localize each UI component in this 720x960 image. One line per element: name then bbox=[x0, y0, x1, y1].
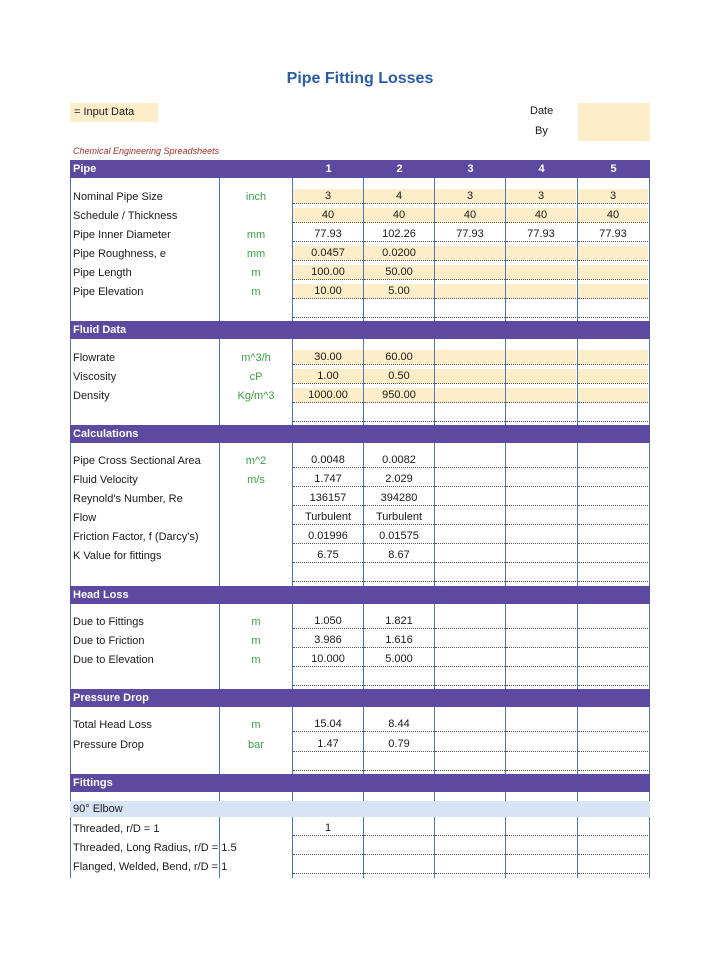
value-cell: 10.000 bbox=[293, 652, 363, 667]
column-header: 2 bbox=[396, 163, 403, 175]
value-cell bbox=[506, 737, 576, 752]
row-label: Friction Factor, f (Darcy's) bbox=[73, 531, 199, 543]
fitting-count-cell[interactable] bbox=[506, 840, 576, 855]
section-header-fluid bbox=[70, 321, 650, 339]
value-cell: 102.26 bbox=[364, 227, 434, 242]
value-cell[interactable]: 3 bbox=[435, 189, 505, 204]
value-cell bbox=[435, 472, 505, 487]
value-cell[interactable]: 1000.00 bbox=[293, 388, 363, 403]
value-cell[interactable]: 0.0457 bbox=[293, 246, 363, 261]
value-cell[interactable] bbox=[578, 246, 648, 261]
row-label: Due to Friction bbox=[73, 635, 145, 647]
by-label: By bbox=[535, 125, 548, 137]
fitting-count-cell[interactable] bbox=[506, 859, 576, 874]
section-header-head bbox=[70, 586, 650, 604]
value-cell bbox=[578, 472, 648, 487]
row-label: Density bbox=[73, 390, 110, 402]
empty-cell bbox=[293, 567, 363, 582]
value-cell bbox=[578, 453, 648, 468]
value-cell bbox=[506, 652, 576, 667]
section-title: Fittings bbox=[73, 777, 113, 789]
section-title: Fluid Data bbox=[73, 324, 127, 336]
empty-cell bbox=[293, 756, 363, 771]
value-cell[interactable] bbox=[506, 284, 576, 299]
value-cell[interactable] bbox=[578, 369, 648, 384]
row-label: Pipe Elevation bbox=[73, 286, 144, 298]
value-cell bbox=[506, 633, 576, 648]
empty-cell bbox=[435, 407, 505, 422]
fitting-count-cell[interactable] bbox=[435, 821, 505, 836]
row-label: Viscosity bbox=[73, 371, 117, 383]
row-unit: inch bbox=[245, 191, 267, 203]
fitting-count-cell[interactable] bbox=[364, 821, 434, 836]
value-cell bbox=[578, 529, 648, 544]
value-cell[interactable] bbox=[506, 265, 576, 280]
value-cell bbox=[435, 737, 505, 752]
value-cell: 0.0082 bbox=[364, 453, 434, 468]
value-cell[interactable]: 0.50 bbox=[364, 369, 434, 384]
value-cell bbox=[578, 510, 648, 525]
value-cell: 0.79 bbox=[364, 737, 434, 752]
value-cell[interactable] bbox=[435, 369, 505, 384]
value-cell bbox=[578, 717, 648, 732]
column-header: 5 bbox=[610, 163, 617, 175]
row-unit: m bbox=[251, 635, 261, 647]
empty-cell bbox=[435, 567, 505, 582]
fitting-label: Threaded, Long Radius, r/D = 1.5 bbox=[73, 842, 237, 854]
value-cell bbox=[578, 737, 648, 752]
row-label: Pressure Drop bbox=[73, 739, 144, 751]
value-cell[interactable] bbox=[435, 350, 505, 365]
empty-cell bbox=[435, 756, 505, 771]
value-cell bbox=[578, 614, 648, 629]
value-cell bbox=[578, 652, 648, 667]
empty-cell bbox=[506, 567, 576, 582]
section-title: Calculations bbox=[73, 428, 139, 440]
row-label: Flow bbox=[73, 512, 97, 524]
row-label: Fluid Velocity bbox=[73, 474, 138, 486]
value-cell[interactable] bbox=[506, 369, 576, 384]
value-cell[interactable] bbox=[435, 246, 505, 261]
value-cell bbox=[435, 453, 505, 468]
empty-cell bbox=[364, 407, 434, 422]
value-cell[interactable] bbox=[506, 246, 576, 261]
row-label: Pipe Roughness, e bbox=[73, 248, 166, 260]
section-title: Pipe bbox=[73, 163, 97, 175]
value-cell bbox=[506, 491, 576, 506]
section-header-calc bbox=[70, 425, 650, 443]
value-cell: 77.93 bbox=[578, 227, 648, 242]
fitting-count-cell[interactable] bbox=[578, 840, 648, 855]
row-label: Schedule / Thickness bbox=[73, 210, 178, 222]
row-label: Nominal Pipe Size bbox=[73, 191, 163, 203]
empty-cell bbox=[506, 303, 576, 318]
value-cell: 2.029 bbox=[364, 472, 434, 487]
row-unit: m^3/h bbox=[241, 352, 271, 364]
column-header: 3 bbox=[467, 163, 474, 175]
value-cell: Turbulent bbox=[364, 510, 434, 525]
row-label: Pipe Cross Sectional Area bbox=[73, 455, 201, 467]
row-label: Due to Elevation bbox=[73, 654, 154, 666]
empty-cell bbox=[364, 671, 434, 686]
fitting-group-row bbox=[70, 801, 650, 817]
page-title: Pipe Fitting Losses bbox=[286, 70, 434, 87]
value-cell bbox=[578, 548, 648, 563]
value-cell bbox=[506, 510, 576, 525]
value-cell[interactable]: 950.00 bbox=[364, 388, 434, 403]
row-unit: bar bbox=[248, 739, 264, 751]
value-cell bbox=[435, 633, 505, 648]
value-cell[interactable] bbox=[435, 284, 505, 299]
value-cell: 1.47 bbox=[293, 737, 363, 752]
value-cell bbox=[506, 614, 576, 629]
column-header: 1 bbox=[325, 163, 332, 175]
fitting-count-cell[interactable] bbox=[506, 821, 576, 836]
value-cell[interactable] bbox=[578, 388, 648, 403]
row-unit: m bbox=[251, 719, 261, 731]
fitting-count-cell[interactable] bbox=[364, 840, 434, 855]
value-cell bbox=[506, 548, 576, 563]
value-cell bbox=[506, 453, 576, 468]
value-cell[interactable]: 3 bbox=[293, 189, 363, 204]
value-cell: 8.67 bbox=[364, 548, 434, 563]
row-unit: cP bbox=[249, 371, 263, 383]
empty-cell bbox=[293, 303, 363, 318]
value-cell[interactable]: 40 bbox=[364, 208, 434, 223]
fitting-count-cell[interactable] bbox=[435, 840, 505, 855]
section-header-fittings bbox=[70, 774, 650, 792]
row-unit: Kg/m^3 bbox=[237, 390, 275, 402]
row-unit: m bbox=[251, 654, 261, 666]
value-cell[interactable]: 40 bbox=[578, 208, 648, 223]
value-cell[interactable]: 1.00 bbox=[293, 369, 363, 384]
value-cell[interactable] bbox=[506, 388, 576, 403]
value-cell bbox=[435, 548, 505, 563]
section-header-pressure bbox=[70, 689, 650, 707]
row-unit: m bbox=[251, 267, 261, 279]
empty-cell bbox=[506, 407, 576, 422]
empty-cell bbox=[578, 303, 648, 318]
fitting-group-label: 90° Elbow bbox=[73, 803, 123, 815]
empty-cell bbox=[293, 407, 363, 422]
value-cell[interactable]: 100.00 bbox=[293, 265, 363, 280]
value-cell bbox=[435, 614, 505, 629]
section-header-pipe bbox=[70, 160, 650, 178]
value-cell: 136157 bbox=[293, 491, 363, 506]
value-cell: 77.93 bbox=[435, 227, 505, 242]
value-cell bbox=[435, 717, 505, 732]
row-label: Reynold's Number, Re bbox=[73, 493, 183, 505]
date-by-input[interactable] bbox=[578, 103, 650, 141]
row-unit: m/s bbox=[247, 474, 265, 486]
value-cell[interactable] bbox=[435, 265, 505, 280]
fitting-count-cell[interactable] bbox=[293, 859, 363, 874]
value-cell[interactable] bbox=[578, 350, 648, 365]
value-cell bbox=[435, 510, 505, 525]
row-unit: mm bbox=[246, 248, 266, 260]
value-cell: 77.93 bbox=[293, 227, 363, 242]
value-cell bbox=[578, 633, 648, 648]
column-separator bbox=[649, 160, 650, 878]
row-label: Due to Fittings bbox=[73, 616, 144, 628]
value-cell: 5.000 bbox=[364, 652, 434, 667]
fitting-count-cell[interactable] bbox=[435, 859, 505, 874]
row-unit: m bbox=[251, 286, 261, 298]
row-unit: m^2 bbox=[245, 455, 267, 467]
value-cell[interactable]: 40 bbox=[293, 208, 363, 223]
fitting-count-cell[interactable] bbox=[578, 859, 648, 874]
value-cell bbox=[506, 717, 576, 732]
row-label: Pipe Length bbox=[73, 267, 132, 279]
value-cell[interactable]: 10.00 bbox=[293, 284, 363, 299]
value-cell: 8.44 bbox=[364, 717, 434, 732]
value-cell: 6.75 bbox=[293, 548, 363, 563]
row-label: Pipe Inner Diameter bbox=[73, 229, 171, 241]
empty-cell bbox=[364, 303, 434, 318]
value-cell bbox=[435, 652, 505, 667]
row-unit: mm bbox=[246, 229, 266, 241]
value-cell bbox=[578, 491, 648, 506]
section-title: Head Loss bbox=[73, 589, 129, 601]
value-cell[interactable]: 5.00 bbox=[364, 284, 434, 299]
empty-cell bbox=[435, 303, 505, 318]
value-cell: 15.04 bbox=[293, 717, 363, 732]
value-cell: 0.01996 bbox=[293, 529, 363, 544]
value-cell: 3.986 bbox=[293, 633, 363, 648]
fitting-label: Flanged, Welded, Bend, r/D = 1 bbox=[73, 861, 228, 873]
value-cell[interactable]: 3 bbox=[578, 189, 648, 204]
fitting-count-cell[interactable] bbox=[293, 840, 363, 855]
value-cell: 394280 bbox=[364, 491, 434, 506]
value-cell[interactable]: 50.00 bbox=[364, 265, 434, 280]
empty-cell bbox=[293, 671, 363, 686]
empty-cell bbox=[506, 671, 576, 686]
empty-cell bbox=[578, 671, 648, 686]
section-title: Pressure Drop bbox=[73, 692, 149, 704]
input-data-legend: = Input Data bbox=[70, 103, 158, 122]
value-cell[interactable] bbox=[506, 350, 576, 365]
empty-cell bbox=[578, 407, 648, 422]
value-cell bbox=[435, 491, 505, 506]
empty-cell bbox=[506, 756, 576, 771]
row-label: K Value for fittings bbox=[73, 550, 162, 562]
row-unit: m bbox=[251, 616, 261, 628]
fitting-label: Threaded, r/D = 1 bbox=[73, 823, 160, 835]
value-cell bbox=[435, 529, 505, 544]
fitting-count-cell[interactable] bbox=[578, 821, 648, 836]
empty-cell bbox=[364, 756, 434, 771]
value-cell: 1.747 bbox=[293, 472, 363, 487]
value-cell[interactable]: 40 bbox=[506, 208, 576, 223]
value-cell[interactable] bbox=[578, 265, 648, 280]
value-cell[interactable]: 0.0200 bbox=[364, 246, 434, 261]
column-separator bbox=[70, 160, 71, 878]
value-cell: 0.0048 bbox=[293, 453, 363, 468]
credit-text: Chemical Engineering Spreadsheets bbox=[73, 146, 220, 156]
value-cell: 1.050 bbox=[293, 614, 363, 629]
empty-cell bbox=[364, 567, 434, 582]
value-cell: 77.93 bbox=[506, 227, 576, 242]
value-cell[interactable]: 3 bbox=[506, 189, 576, 204]
date-label: Date bbox=[530, 105, 554, 117]
value-cell[interactable]: 60.00 bbox=[364, 350, 434, 365]
value-cell[interactable] bbox=[435, 388, 505, 403]
empty-cell bbox=[435, 671, 505, 686]
value-cell: Turbulent bbox=[293, 510, 363, 525]
value-cell[interactable] bbox=[578, 284, 648, 299]
value-cell bbox=[506, 472, 576, 487]
value-cell[interactable]: 30.00 bbox=[293, 350, 363, 365]
value-cell[interactable]: 40 bbox=[435, 208, 505, 223]
value-cell bbox=[506, 529, 576, 544]
column-header: 4 bbox=[538, 163, 545, 175]
row-label: Flowrate bbox=[73, 352, 116, 364]
empty-cell bbox=[578, 756, 648, 771]
value-cell: 1.616 bbox=[364, 633, 434, 648]
empty-cell bbox=[578, 567, 648, 582]
value-cell: 1.821 bbox=[364, 614, 434, 629]
row-label: Total Head Loss bbox=[73, 719, 152, 731]
value-cell[interactable]: 4 bbox=[364, 189, 434, 204]
fitting-count-cell[interactable] bbox=[364, 859, 434, 874]
value-cell: 0.01575 bbox=[364, 529, 434, 544]
fitting-count-cell[interactable]: 1 bbox=[293, 821, 363, 836]
